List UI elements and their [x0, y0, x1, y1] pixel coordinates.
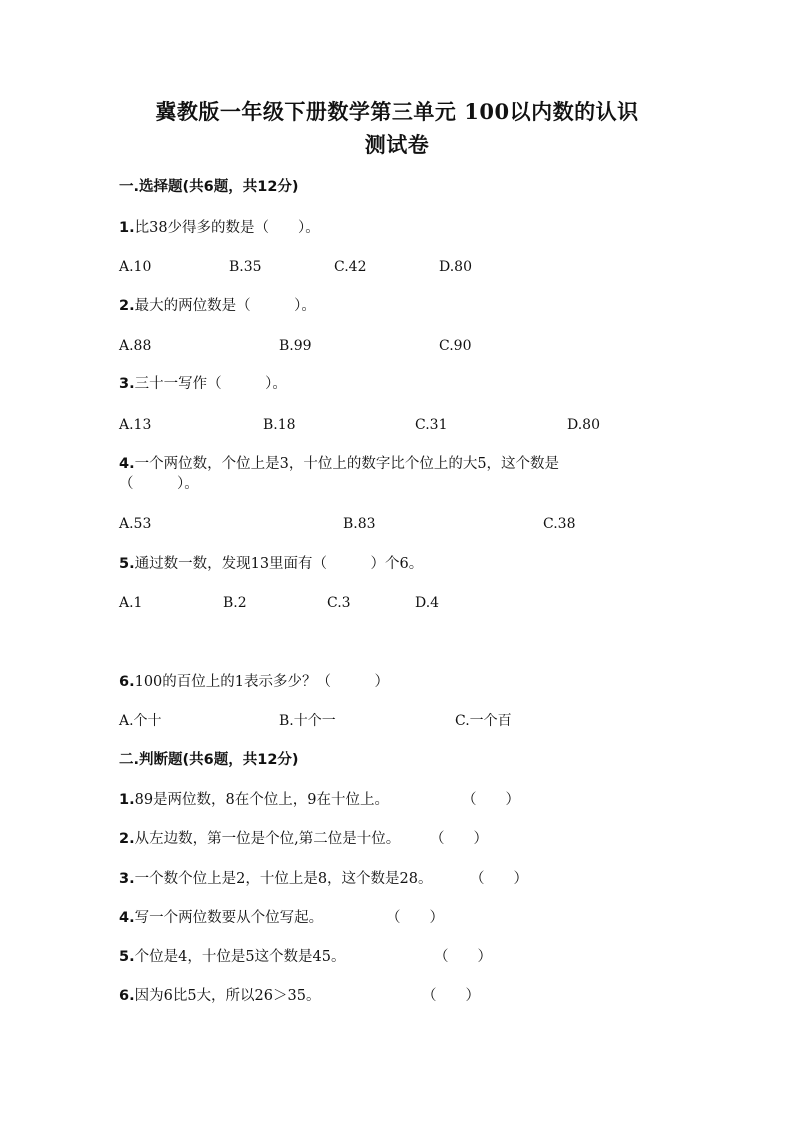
- question-number: 1.: [119, 220, 135, 236]
- option-a: A.13: [119, 417, 152, 433]
- question-1: [119, 218, 320, 238]
- judgement-1: [119, 790, 389, 810]
- answer-paren: （ ）: [422, 988, 480, 1004]
- question-4-continuation: （ ）。: [119, 476, 199, 492]
- judgement-3: [119, 869, 433, 889]
- answer-paren: （ ）: [470, 871, 528, 887]
- question-text: 三十一写作（ ）。: [134, 376, 287, 392]
- option-a: A.53: [119, 516, 152, 532]
- option-b: B.35: [229, 259, 262, 275]
- option-b: B.十个一: [279, 713, 336, 729]
- option-c: C.90: [439, 338, 472, 354]
- question-number: 5.: [119, 949, 135, 965]
- question-4: [119, 454, 559, 474]
- question-5: [119, 554, 423, 574]
- question-text: 一个数个位上是2，十位上是8，这个数是28。: [134, 871, 433, 887]
- option-d: D.80: [439, 259, 472, 275]
- question-number: 3.: [119, 376, 135, 392]
- document-title-line1: 冀教版一年级下册数学第三单元 100以内数的认识: [155, 99, 639, 124]
- question-number: 4.: [119, 456, 135, 472]
- question-number: 5.: [119, 556, 135, 572]
- option-a: A.10: [119, 259, 152, 275]
- answer-paren: （ ）: [386, 910, 444, 926]
- question-text: 最大的两位数是（ ）。: [134, 298, 316, 314]
- question-3: [119, 374, 287, 394]
- judgement-5: [119, 947, 346, 967]
- answer-paren: （ ）: [462, 792, 520, 808]
- section2-heading: 二.判断题(共6题，共12分): [119, 752, 299, 768]
- option-b: B.83: [343, 516, 376, 532]
- question-number: 2.: [119, 831, 135, 847]
- judgement-4: [119, 908, 323, 928]
- question-text: 从左边数，第一位是个位,第二位是十位。: [134, 831, 401, 847]
- question-number: 6.: [119, 988, 135, 1004]
- answer-paren: （ ）: [434, 949, 492, 965]
- document-title-line2: 测试卷: [364, 132, 430, 157]
- question-number: 2.: [119, 298, 135, 314]
- judgement-2: [119, 829, 400, 849]
- question-text: 100的百位上的1表示多少？（ ）: [134, 674, 390, 690]
- option-a: A.1: [119, 595, 143, 611]
- option-c: C.31: [415, 417, 448, 433]
- question-2: [119, 296, 316, 316]
- section1-heading: 一.选择题(共6题，共12分): [119, 179, 299, 195]
- option-c: C.42: [334, 259, 367, 275]
- question-number: 1.: [119, 792, 135, 808]
- option-c: C.3: [327, 595, 351, 611]
- question-6: [119, 672, 389, 692]
- option-b: B.2: [223, 595, 247, 611]
- option-a: A.个十: [119, 713, 162, 729]
- answer-paren: （ ）: [430, 831, 488, 847]
- judgement-6: [119, 986, 320, 1006]
- option-d: D.4: [415, 595, 440, 611]
- question-text: 89是两位数，8在个位上，9在十位上。: [134, 792, 390, 808]
- question-text: 比38少得多的数是（ ）。: [134, 220, 320, 236]
- question-text: 个位是4，十位是5这个数是45。: [134, 949, 346, 965]
- question-text: 写一个两位数要从个位写起。: [134, 910, 324, 926]
- question-number: 4.: [119, 910, 135, 926]
- option-a: A.88: [119, 338, 152, 354]
- option-c: C.一个百: [455, 713, 512, 729]
- question-text: 因为6比5大，所以26＞35。: [134, 988, 321, 1004]
- question-text: 通过数一数，发现13里面有（ ）个6。: [134, 556, 424, 572]
- option-c: C.38: [543, 516, 576, 532]
- question-number: 3.: [119, 871, 135, 887]
- option-d: D.80: [567, 417, 600, 433]
- option-b: B.99: [279, 338, 312, 354]
- question-number: 6.: [119, 674, 135, 690]
- option-b: B.18: [263, 417, 296, 433]
- question-text: 一个两位数，个位上是3，十位上的数字比个位上的大5，这个数是: [134, 456, 560, 472]
